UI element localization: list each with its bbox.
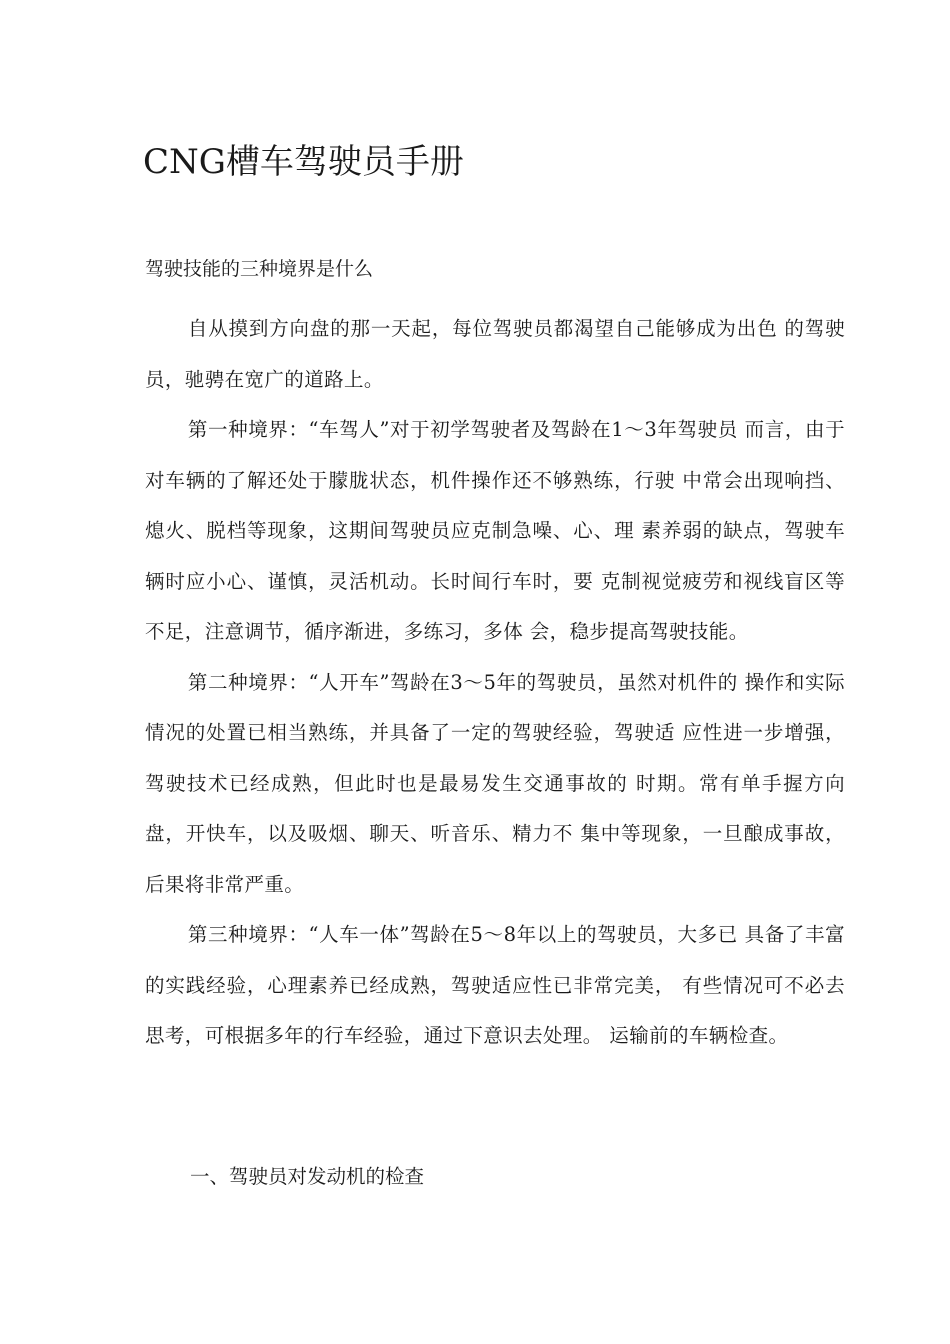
section-heading-engine-check: 一、驾驶员对发动机的检查 <box>190 1165 425 1188</box>
paragraph-intro: 自从摸到方向盘的那一天起，每位驾驶员都渴望自己能够成为出色 的驾驶员，驰骋在宽广的道路上。 <box>145 317 845 391</box>
paragraph-first-realm: 第一种境界：“车驾人”对于初学驾驶者及驾龄在1〜3年驾驶员 而言，由于对车辆的了解还处于朦胧状态，机件操作还不够熟练，行驶 中常会出现响挡、熄火、脱档等现象，这期间驾驶员应克制急噪、心、理 素养弱的缺点，驾驶车辆时应小心、谨慎，灵活机动。长时间行车时，要 克制视觉疲劳和视线盲区等不足，注意调节，循序渐进，多练习，多体 会，稳步提高驾驶技能。 <box>145 418 845 643</box>
paragraph-second-realm: 第二种境界：“人开车”驾龄在3〜5年的驾驶员，虽然对机件的 操作和实际情况的处置已相当熟练，并具备了一定的驾驶经验，驾驶适 应性进一步增强，驾驶技术已经成熟，但此时也是最易发生交通事故的 时期。常有单手握方向盘，开快车，以及吸烟、聊天、听音乐、精力不 集中等现象，一旦酿成事故，后果将非常严重。 <box>145 670 845 896</box>
document-subtitle: 驾驶技能的三种境界是什么 <box>145 258 374 280</box>
paragraph-third-realm: 第三种境界：“人车一体”驾龄在5〜8年以上的驾驶员，大多已 具备了丰富的实践经验，心理素养已经成熟，驾驶适应性已非常完美， 有些情况可不必去思考，可根据多年的行车经验，通过下意识去处理。 运输前的车辆检查。 <box>145 923 845 1047</box>
document-body <box>145 304 845 1062</box>
document-title: CNG槽车驾驶员手册 <box>143 142 464 182</box>
